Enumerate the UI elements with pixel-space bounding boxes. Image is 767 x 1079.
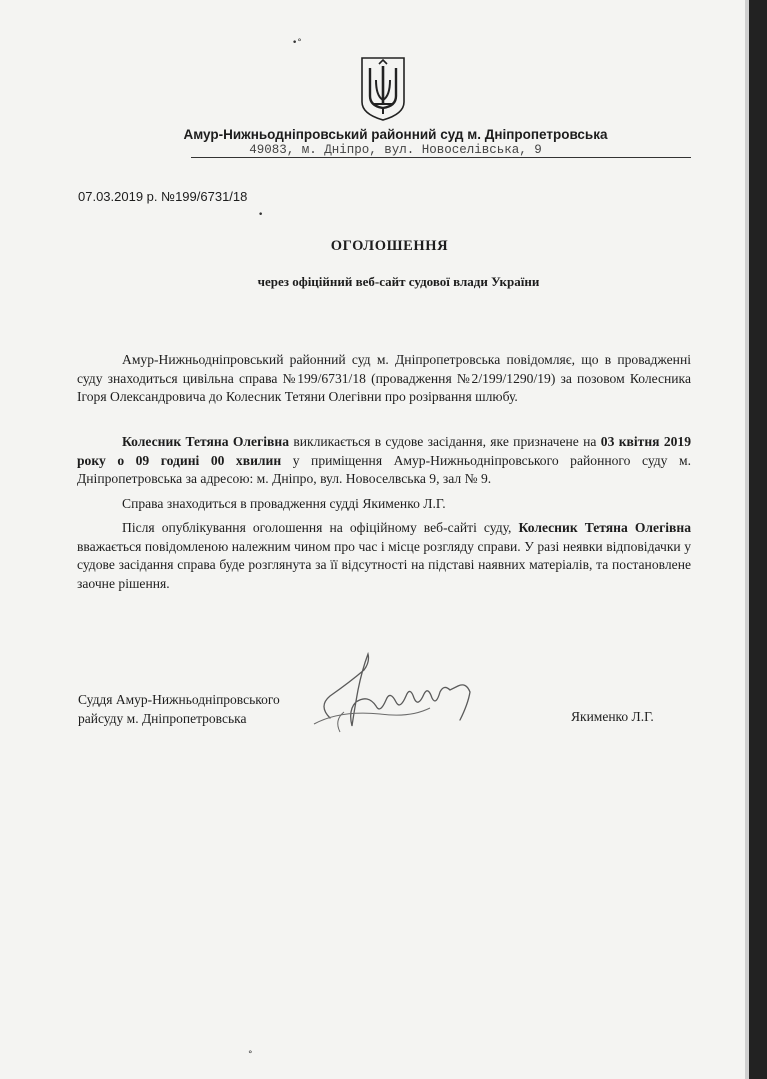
defendant-name: Колесник Тетяна Олегівна xyxy=(122,434,290,449)
scan-speck: •° xyxy=(292,38,302,48)
paragraph-text: у приміщення Амур-Нижньодніпровського районного суду м. Дніпропетровська за адресою: м. Дніпро, вул. Новоселвська 9, зал № 9. xyxy=(77,452,691,487)
paragraph-text: Після опублікування оголошення на офіційному веб-сайті суду, xyxy=(122,520,519,535)
signature-title-line1: Суддя Амур-Нижньодніпровського xyxy=(78,692,280,707)
paragraph-text: викликається в судове засідання, яке призначене на xyxy=(289,434,601,449)
paragraph-case-info xyxy=(77,351,691,407)
scan-edge-shadow xyxy=(745,0,749,1079)
date-and-case-number: 07.03.2019 р. №199/6731/18 xyxy=(78,189,248,204)
scan-edge xyxy=(749,0,767,1079)
defendant-name: Колесник Тетяна Олегівна xyxy=(518,520,691,535)
paragraph-summons xyxy=(77,433,691,489)
hearing-date: 03 квітня 2019 року о 09 годині 00 хвилин xyxy=(77,434,692,468)
ukraine-trident-emblem-icon xyxy=(360,56,406,122)
paragraph-judge xyxy=(77,495,691,514)
paragraph-text: Справа знаходиться в провадження судді Якименко Л.Г. xyxy=(122,496,446,511)
scan-speck: • xyxy=(258,210,264,220)
paragraph-text: вважається повідомленою належним чином про час і місце розгляду справи. У разі неявки відповідачки у судове засідання справа буде розглянута за її відсутності на підставі наявних матеріалів, та постановлене заочне рішення. xyxy=(77,538,691,592)
paragraph-notice xyxy=(77,519,691,594)
signature-title xyxy=(78,690,280,728)
court-address: 49083, м. Дніпро, вул. Новоселівська, 9 xyxy=(249,143,542,157)
judge-name: Якименко Л.Г. xyxy=(571,709,654,724)
court-name: Амур-Нижньодніпровський районний суд м. Дніпропетровська xyxy=(183,127,608,142)
document-title: ОГОЛОШЕННЯ xyxy=(330,238,449,254)
document-subtitle: через офіційний веб-сайт судової влади України xyxy=(257,274,540,289)
handwritten-signature xyxy=(310,640,500,740)
header-rule xyxy=(191,157,691,158)
signature-title-line2: райсуду м. Дніпропетровська xyxy=(78,711,247,726)
paragraph-text: Амур-Нижньодніпровський районний суд м. Дніпропетровська повідомляє, що в провадженні суду знаходиться цивільна справа №199/6731/18 (провадження №2/199/1290/19) за позовом Колесника Ігоря Олександровича до Колесник Тетяни Олегівни про розірвання шлюбу. xyxy=(77,352,691,405)
scan-speck: ° xyxy=(248,1050,253,1060)
